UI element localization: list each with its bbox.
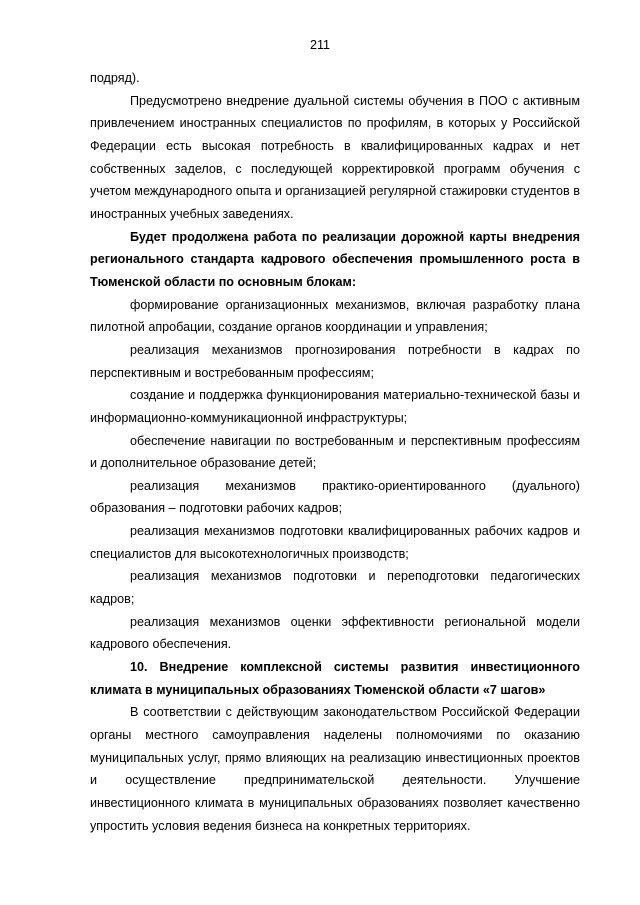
paragraph-roadmap-heading: Будет продолжена работа по реализации дорожной карты внедрения регионального стандарта кадрового обеспечения промышленного роста в Тюменской области по основным блокам: — [90, 229, 580, 289]
list-item-infrastructure: создание и поддержка функционирования материально-технической базы и информационно-коммуникационной инфраструктуры; — [90, 388, 580, 425]
list-item-organizational-mechanisms: формирование организационных механизмов, включая разработку плана пилотной апробации, создание органов координации и управления; — [90, 297, 580, 335]
document-body — [90, 67, 580, 837]
page-number: 211 — [309, 38, 331, 52]
section-heading-investment-climate: 10. Внедрение комплексной системы развития инвестиционного климата в муниципальных образованиях Тюменской области «7 шагов» — [90, 660, 580, 697]
list-item-efficiency-assessment: реализация механизмов оценки эффективности региональной модели кадрового обеспечения. — [90, 614, 580, 652]
list-item-navigation: обеспечение навигации по востребованным и перспективным профессиям и дополнительное образование детей; — [90, 433, 580, 471]
paragraph-continuation: подряд). — [90, 71, 140, 85]
list-item-teacher-training: реализация механизмов подготовки и переподготовки педагогических кадров; — [90, 569, 580, 607]
list-item-dual-education: реализация механизмов практико-ориентированного (дуального) образования – подготовки рабочих кадров; — [90, 478, 580, 516]
list-item-qualified-workers: реализация механизмов подготовки квалифицированных рабочих кадров и специалистов для высокотехнологичных производств; — [90, 524, 580, 561]
paragraph-dual-education: Предусмотрено внедрение дуальной системы обучения в ПОО с активным привлечением иностранных специалистов по профилям, в которых у Российской Федерации есть высокая потребность в квалифицированных кадрах и нет собственных заделов, с последующей корректировкой программ обучения с учетом международного опыта и организацией регулярной стажировки студентов в иностранных учебных заведениях. — [90, 93, 580, 221]
paragraph-local-government: В соответствии с действующим законодательством Российской Федерации органы местного самоуправления наделены полномочиями по оказанию муниципальных услуг, прямо влияющих на реализацию инвестиционных проектов и осуществление предпринимательской деятельности. Улучшение инвестиционного климата в муниципальных образованиях позволяет качественно упростить условия ведения бизнеса на конкретных территориях. — [90, 705, 580, 833]
list-item-forecasting: реализация механизмов прогнозирования потребности в кадрах по перспективным и востребованным профессиям; — [90, 342, 580, 380]
